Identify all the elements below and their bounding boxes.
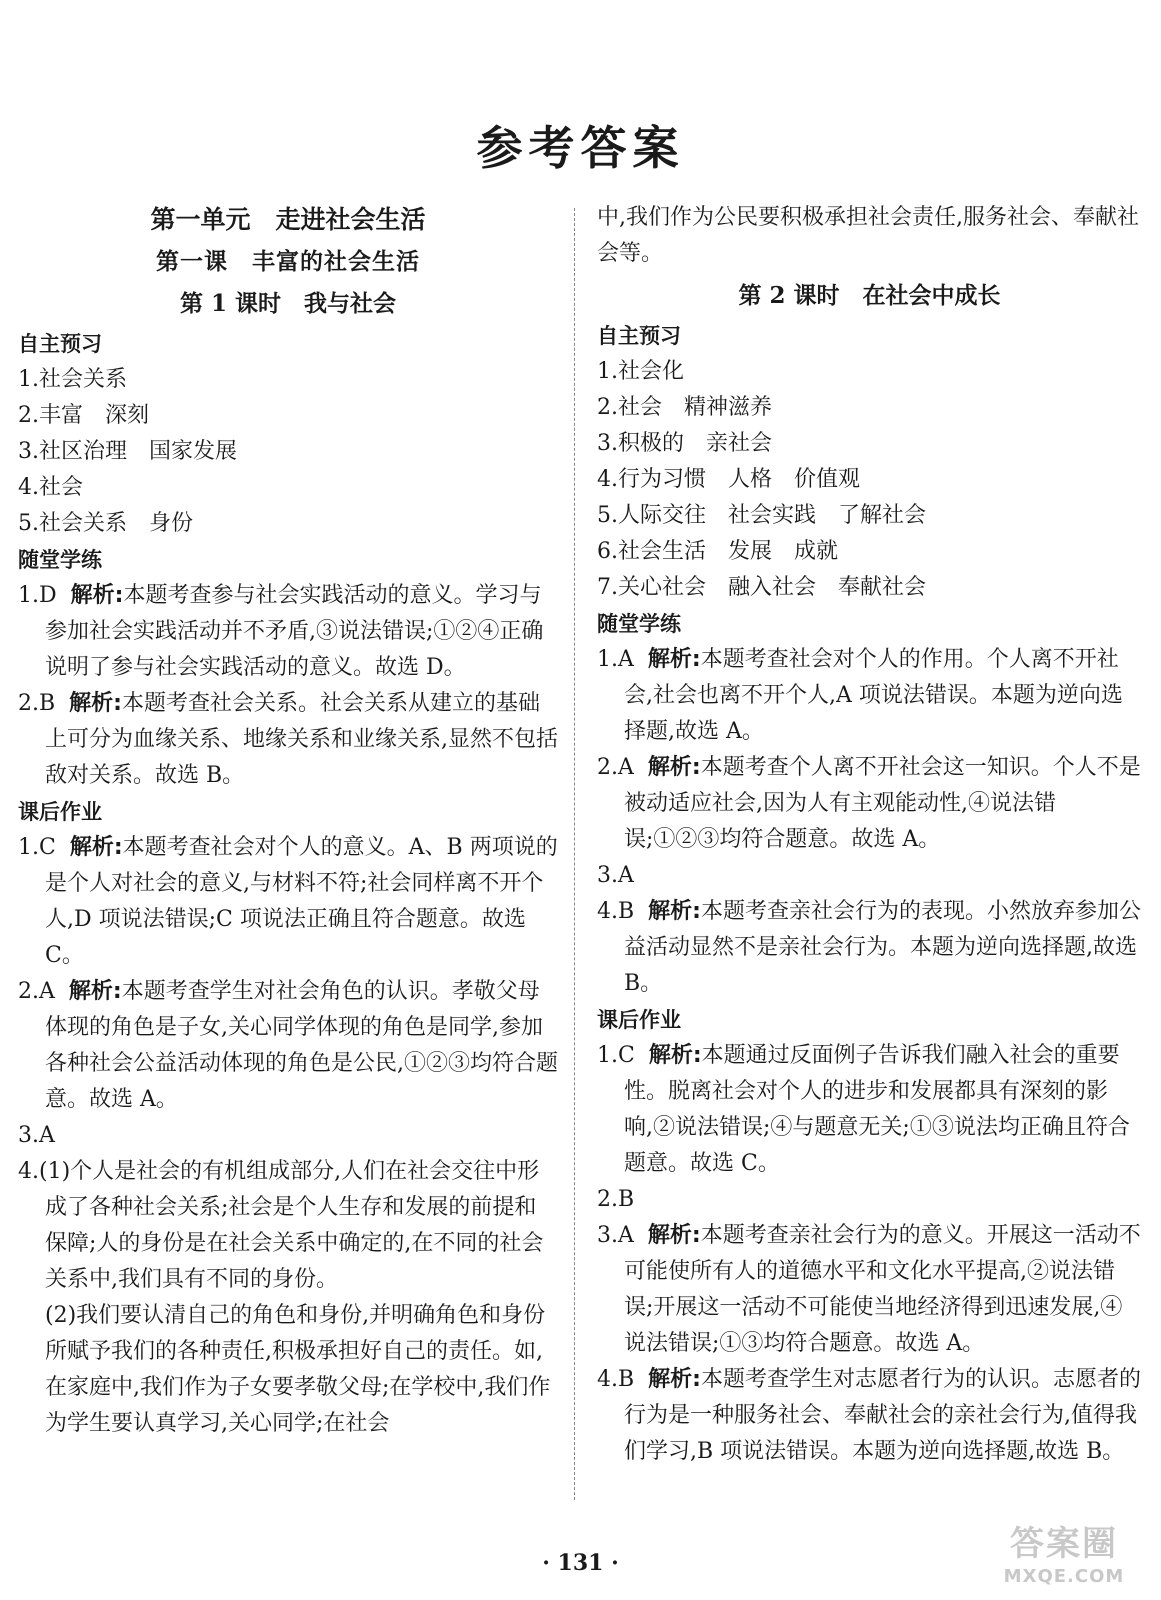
answer-item: 4.社会 bbox=[18, 475, 83, 500]
analysis-label: 解析: bbox=[648, 899, 701, 924]
analysis-text: 本题考查个人离不开社会这一知识。个人不是被动适应社会,因为人有主观能动性,④说法错误;①②③均符合题意。故选 A。 bbox=[624, 755, 1141, 852]
analysis-label: 解析: bbox=[69, 691, 122, 716]
analysis-label: 解析: bbox=[68, 979, 122, 1004]
answer-item bbox=[18, 578, 558, 686]
section-heading-homework: 课后作业 bbox=[597, 1008, 681, 1032]
answer-item: 5.人际交往 社会实践 了解社会 bbox=[597, 503, 926, 528]
answer-choice: 2.A bbox=[597, 755, 634, 780]
answer-item: 5.社会关系 身份 bbox=[18, 511, 193, 536]
watermark-logo-text: 答案圈 bbox=[1010, 1524, 1118, 1564]
page-number: · 131 · bbox=[542, 1550, 619, 1576]
section-heading-preview: 自主预习 bbox=[18, 332, 102, 356]
answer-choice: 2.B bbox=[18, 691, 56, 716]
answer-item-essay-part2: (2)我们要认清自己的角色和身份,并明确角色和身份所赋予我们的各种责任,积极承担好自己的责任。如,在家庭中,我们作为子女要孝敬父母;在学校中,我们作为学生要认真学习,关心同学;在社会 bbox=[45, 1303, 551, 1436]
answer-item bbox=[18, 974, 558, 1118]
answer-item bbox=[597, 1218, 1142, 1362]
analysis-label: 解析: bbox=[647, 1223, 701, 1248]
analysis-text: 本题考查社会对个人的意义。A、B 两项说的是个人对社会的意义,与材料不符;社会同样离不开个人,D 项说法错误;C 项说法正确且符合题意。故选 C。 bbox=[45, 835, 558, 968]
answer-choice: 1.A bbox=[597, 647, 634, 672]
answer-choice: 3.A bbox=[18, 1123, 55, 1148]
answer-choice: 1.D bbox=[18, 583, 57, 608]
left-column bbox=[18, 200, 558, 1442]
analysis-label: 解析: bbox=[648, 1043, 702, 1068]
answer-item bbox=[18, 1118, 558, 1154]
watermark-url: MXQE.COM bbox=[1003, 1566, 1125, 1587]
analysis-text: 本题考查社会对个人的作用。个人离不开社会,社会也离不开个人,A 项说法错误。本题为逆向选择题,故选 A。 bbox=[624, 647, 1123, 744]
analysis-text: 本题考查学生对社会角色的认识。孝敬父母体现的角色是子女,关心同学体现的角色是同学,参加各种社会公益活动体现的角色是公民,①②③均符合题意。故选 A。 bbox=[45, 979, 558, 1112]
answer-item bbox=[597, 858, 1142, 894]
analysis-label: 解析: bbox=[70, 583, 124, 608]
answer-item: 1.社会关系 bbox=[18, 367, 127, 392]
analysis-text: 本题考查学生对志愿者行为的认识。志愿者的行为是一种服务社会、奉献社会的亲社会行为,值得我们学习,B 项说法错误。本题为逆向选择题,故选 B。 bbox=[624, 1367, 1141, 1464]
analysis-label: 解析: bbox=[648, 1367, 701, 1392]
analysis-text: 本题通过反面例子告诉我们融入社会的重要性。脱离社会对个人的进步和发展都具有深刻的影响,②说法错误;④与题意无关;①③说法均正确且符合题意。故选 C。 bbox=[624, 1043, 1130, 1176]
answer-item: 7.关心社会 融入社会 奉献社会 bbox=[597, 575, 926, 600]
period-heading: 第 2 课时 在社会中成长 bbox=[738, 282, 1001, 309]
answer-item: 1.社会化 bbox=[597, 359, 684, 384]
section-heading-practice: 随堂学练 bbox=[597, 612, 681, 636]
analysis-label: 解析: bbox=[69, 835, 123, 860]
answer-item-essay-part1: 4.(1)个人是社会的有机组成部分,人们在社会交往中形成了各种社会关系;社会是个人生存和发展的前提和保障;人的身份是在社会关系中确定的,在不同的社会关系中,我们具有不同的身份。 bbox=[18, 1159, 544, 1292]
analysis-label: 解析: bbox=[647, 755, 701, 780]
answer-choice: 4.B bbox=[597, 1367, 635, 1392]
answer-item bbox=[597, 1038, 1142, 1182]
unit-heading: 第一单元 走进社会生活 bbox=[150, 205, 426, 234]
answer-item bbox=[597, 750, 1142, 858]
answer-item bbox=[597, 894, 1142, 1002]
answer-choice: 3.A bbox=[597, 1223, 634, 1248]
answer-item bbox=[597, 642, 1142, 750]
answer-choice: 1.C bbox=[18, 835, 56, 860]
analysis-text: 本题考查亲社会行为的意义。开展这一活动不可能使所有人的道德水平和文化水平提高,②说法错误;开展这一活动不可能使当地经济得到迅速发展,④说法错误;①③均符合题意。故选 A。 bbox=[624, 1223, 1141, 1356]
right-column bbox=[597, 200, 1142, 1470]
answer-item bbox=[597, 1182, 1142, 1218]
section-heading-homework: 课后作业 bbox=[18, 800, 102, 824]
answer-item: 2.社会 精神滋养 bbox=[597, 395, 772, 420]
page-title: 参考答案 bbox=[476, 121, 685, 175]
answer-item: 3.社区治理 国家发展 bbox=[18, 439, 237, 464]
answer-item bbox=[18, 686, 558, 794]
period-heading: 第 1 课时 我与社会 bbox=[179, 290, 397, 317]
answer-item bbox=[18, 830, 558, 974]
section-heading-preview: 自主预习 bbox=[597, 324, 681, 348]
answer-choice: 2.B bbox=[597, 1187, 635, 1212]
answer-item: 2.丰富 深刻 bbox=[18, 403, 149, 428]
answer-item: 4.行为习惯 人格 价值观 bbox=[597, 467, 860, 492]
answer-choice: 4.B bbox=[597, 899, 635, 924]
answer-choice: 3.A bbox=[597, 863, 634, 888]
analysis-text: 本题考查社会关系。社会关系从建立的基础上可分为血缘关系、地缘关系和业缘关系,显然不包括敌对关系。故选 B。 bbox=[45, 691, 558, 788]
watermark-logo bbox=[989, 1522, 1139, 1592]
section-heading-practice: 随堂学练 bbox=[18, 548, 102, 572]
answer-item: 3.积极的 亲社会 bbox=[597, 431, 772, 456]
answer-item: 6.社会生活 发展 成就 bbox=[597, 539, 838, 564]
answer-choice: 1.C bbox=[597, 1043, 635, 1068]
continued-text: 中,我们作为公民要积极承担社会责任,服务社会、奉献社会等。 bbox=[597, 205, 1139, 266]
analysis-label: 解析: bbox=[647, 647, 701, 672]
answer-item bbox=[597, 1362, 1142, 1470]
column-divider bbox=[574, 208, 575, 1500]
lesson-heading: 第一课 丰富的社会生活 bbox=[156, 248, 420, 275]
answer-choice: 2.A bbox=[18, 979, 55, 1004]
analysis-text: 本题考查亲社会行为的表现。小然放弃参加公益活动显然不是亲社会行为。本题为逆向选择题,故选 B。 bbox=[624, 899, 1141, 996]
analysis-text: 本题考查参与社会实践活动的意义。学习与参加社会实践活动并不矛盾,③说法错误;①②④正确说明了参与社会实践活动的意义。故选 D。 bbox=[45, 583, 544, 680]
